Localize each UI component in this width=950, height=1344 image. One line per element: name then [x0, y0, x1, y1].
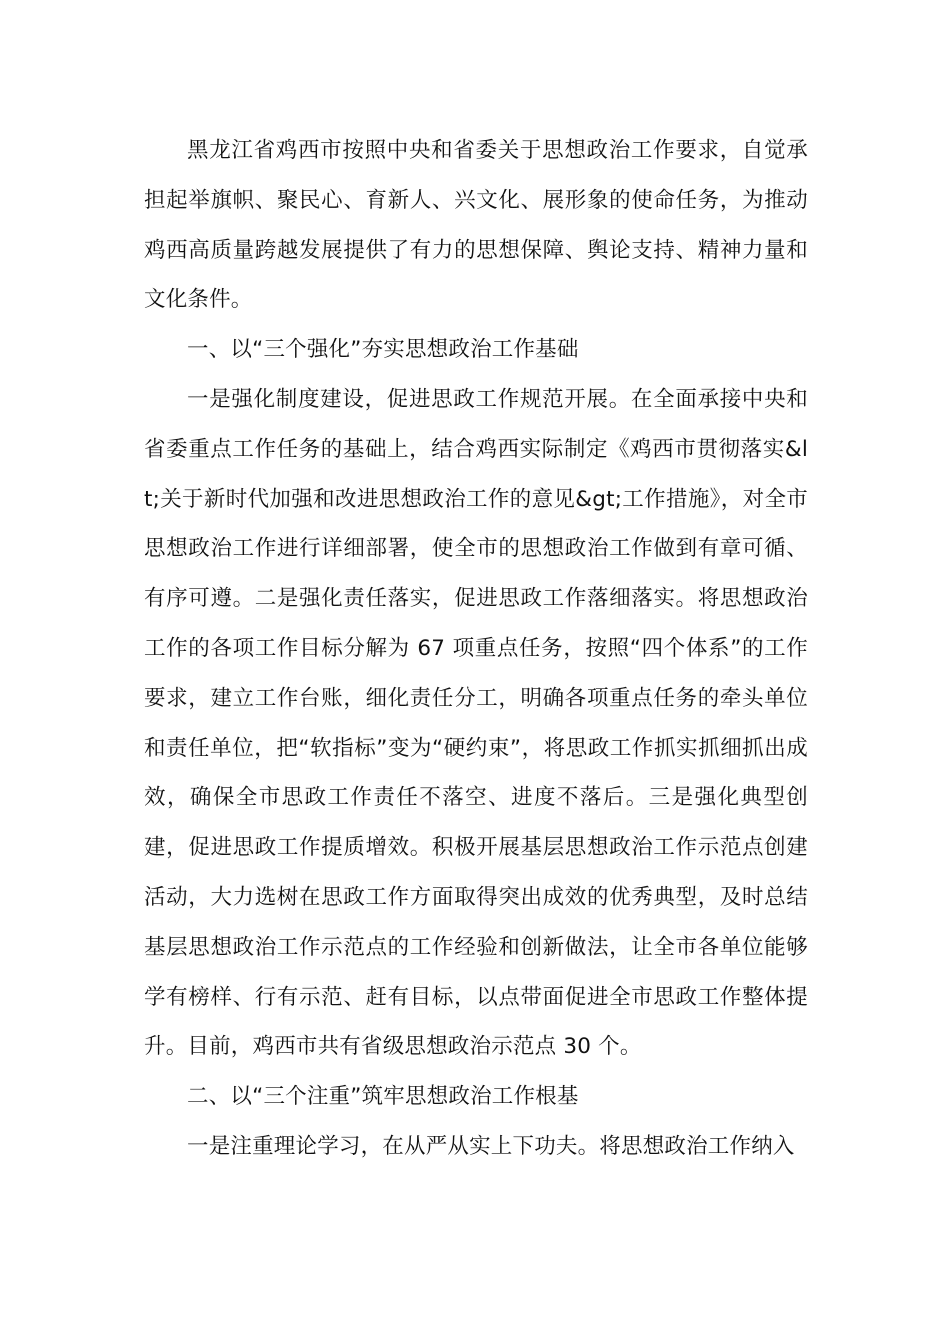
section-2-paragraph: 一是注重理论学习，在从严从实上下功夫。将思想政治工作纳入: [187, 1133, 795, 1159]
section-heading-2: 二、以“三个注重”筑牢思想政治工作根基: [187, 1084, 579, 1110]
intro-paragraph: 黑龙江省鸡西市按照中央和省委关于思想政治工作要求，自觉承担起举旗帜、聚民心、育新人、兴文化、展形象的使命任务，为推动鸡西高质量跨越发展提供了有力的思想保障、舆论支持、精神力量和文化条件。: [144, 138, 808, 313]
document-body: [144, 126, 808, 1172]
section-1-paragraph: 一是强化制度建设，促进思政工作规范开展。在全面承接中央和省委重点工作任务的基础上，结合鸡西实际制定《鸡西市贯彻落实&lt;关于新时代加强和改进思想政治工作的意见&gt;工作措施》，对全市思想政治工作进行详细部署，使全市的思想政治工作做到有章可循、有序可遵。二是强化责任落实，促进思政工作落细落实。将思想政治工作的各项工作目标分解为 67 项重点任务，按照“四个体系”的工作要求，建立工作台账，细化责任分工，明确各项重点任务的牵头单位和责任单位，把“软指标”变为“硬约束”，将思政工作抓实抓细抓出成效，确保全市思政工作责任不落空、进度不落后。三是强化典型创建，促进思政工作提质增效。积极开展基层思想政治工作示范点创建活动，大力选树在思政工作方面取得突出成效的优秀典型，及时总结基层思想政治工作示范点的工作经验和创新做法，让全市各单位能够学有榜样、行有示范、赶有目标，以点带面促进全市思政工作整体提升。目前，鸡西市共有省级思想政治示范点 30 个。: [144, 386, 808, 1060]
section-heading-1: 一、以“三个强化”夯实思想政治工作基础: [187, 337, 579, 363]
